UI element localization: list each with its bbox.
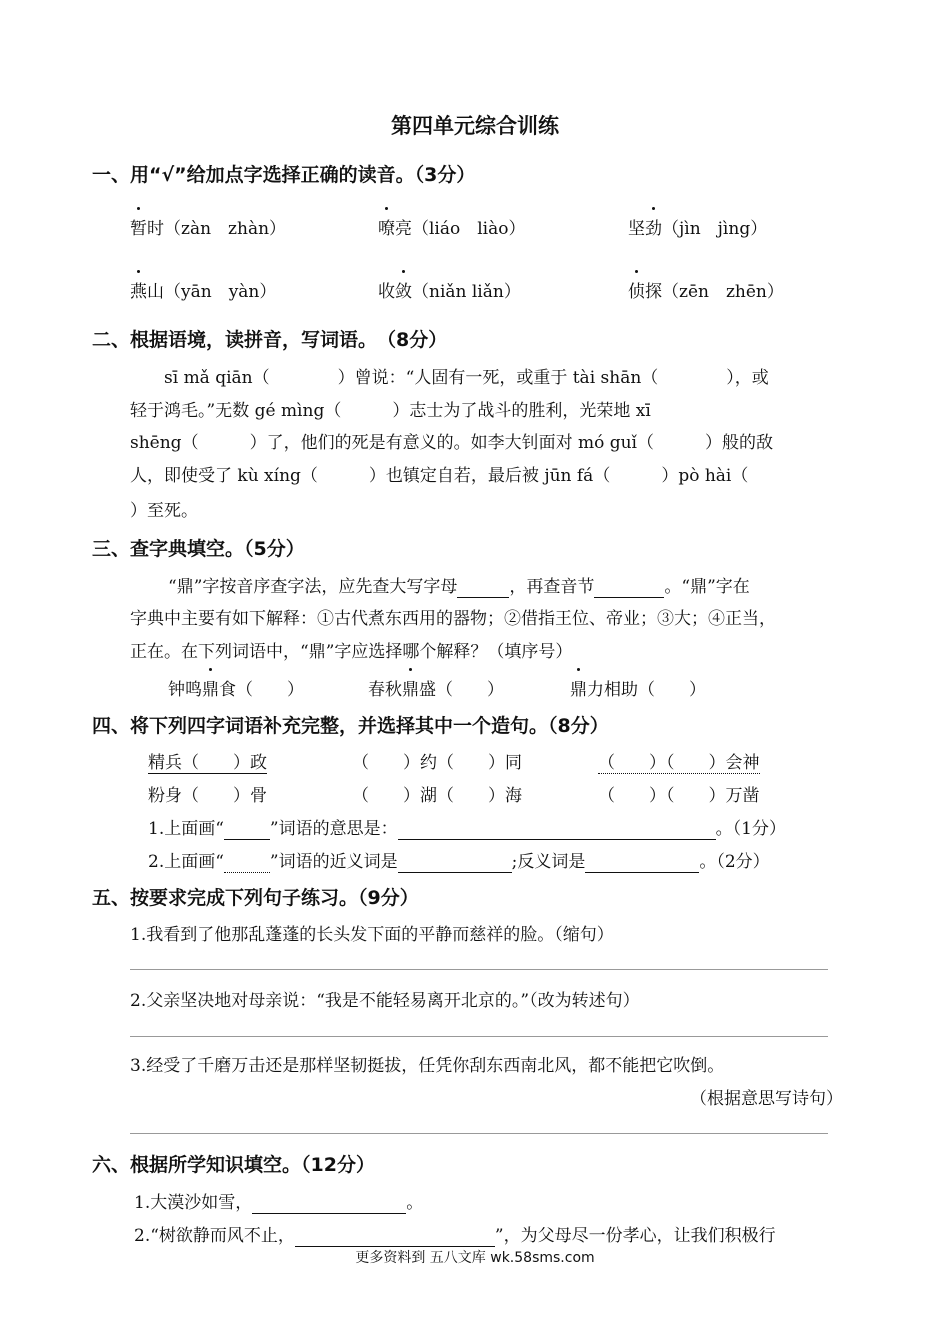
section-5-heading: 五、按要求完成下列句子练习。（9分） xyxy=(92,887,419,909)
s3-line-3: 正在。在下列词语中，“鼎”字应选择哪个解释？（填序号） xyxy=(130,642,573,662)
s3-word-1: 钟鸣鼎食（ ） xyxy=(168,675,304,700)
s1-item-6: 侦探（zēn zhēn） xyxy=(628,277,784,302)
blank-poem-2[interactable] xyxy=(295,1226,495,1247)
s4-word-4: 粉身（ ）骨 xyxy=(148,786,267,806)
blank-letter[interactable] xyxy=(457,577,509,598)
s4-word-3: （ ）（ ）会神 xyxy=(598,748,760,774)
s3-line-2: 字典中主要有如下解释：①古代煮东西用的器物；②借指王位、帝业；③大；④正当， xyxy=(130,609,776,629)
s4-question-1: 1.上面画“ ”词语的意思是： 。（1分） xyxy=(148,819,786,839)
s5-question-2: 2.父亲坚决地对母亲说：“我是不能轻易离开北京的。”（改为转述句） xyxy=(130,991,640,1011)
s1-item-2: 嘹亮（liáo liào） xyxy=(378,214,526,239)
s4-word-2: （ ）约（ ）同 xyxy=(352,753,522,773)
section-1-heading: 一、用“√”给加点字选择正确的读音。（3分） xyxy=(92,164,476,186)
s2-line-3: shēng（ ）了，他们的死是有意义的。如李大钊面对 mó guǐ（ ）般的敌 xyxy=(130,433,773,453)
footer-source: 更多资料到 五八文库 wk.58sms.com xyxy=(355,1250,595,1266)
section-3-heading: 三、查字典填空。（5分） xyxy=(92,538,305,560)
s2-line-4: 人，即使受了 kù xíng（ ）也镇定自若，最后被 jūn fá（ ）pò hài（ xyxy=(130,466,749,486)
blank-meaning[interactable] xyxy=(398,819,716,840)
s3-word-2: 春秋鼎盛（ ） xyxy=(368,675,504,700)
s2-line-1: sī mǎ qiān（ ）曾说：“人固有一死，或重于 tài shān（ ），或 xyxy=(164,368,769,388)
s4-question-2: 2.上面画“ ”词语的近义词是 ;反义词是 。（2分） xyxy=(148,852,770,872)
s4-word-5: （ ）湖（ ）海 xyxy=(352,786,522,806)
s1-item-5: 收敛（niǎn liǎn） xyxy=(378,277,521,302)
answer-line-2[interactable] xyxy=(130,1036,828,1037)
s4-word-6: （ ）（ ）万凿 xyxy=(598,786,760,806)
answer-line-1[interactable] xyxy=(130,969,828,970)
section-2-heading: 二、根据语境，读拼音，写词语。 （8分） xyxy=(92,329,448,351)
s1-item-3: 坚劲（jìn jìng） xyxy=(628,214,767,239)
page-title: 第四单元综合训练 xyxy=(391,114,559,138)
blank-synonym[interactable] xyxy=(398,852,512,873)
s3-word-3: 鼎力相助（ ） xyxy=(570,675,706,700)
s5-question-3: 3.经受了千磨万击还是那样坚韧挺拔，任凭你刮东西南北风，都不能把它吹倒。 xyxy=(130,1056,725,1076)
s2-line-5: ）至死。 xyxy=(130,501,198,521)
section-6-heading: 六、根据所学知识填空。（12分） xyxy=(92,1154,375,1176)
s6-question-2: 2.“树欲静而风不止， ”，为父母尽一份孝心，让我们积极行 xyxy=(134,1226,776,1246)
s1-item-4: 燕山（yān yàn） xyxy=(130,277,276,302)
blank-poem-1[interactable] xyxy=(252,1193,406,1214)
s6-question-1: 1.大漠沙如雪， 。 xyxy=(134,1193,424,1213)
blank-antonym[interactable] xyxy=(585,852,699,873)
s2-line-2: 轻于鸿毛。”无数 gé mìng（ ）志士为了战斗的胜利，光荣地 xī xyxy=(130,401,651,421)
section-4-heading: 四、将下列四字词语补充完整，并选择其中一个造句。（8分） xyxy=(92,715,609,737)
blank-syllable[interactable] xyxy=(594,577,664,598)
s4-word-1: 精兵（ ）政 xyxy=(148,748,267,774)
answer-line-3[interactable] xyxy=(130,1133,828,1134)
s5-question-1: 1.我看到了他那乱蓬蓬的长头发下面的平静而慈祥的脸。（缩句） xyxy=(130,925,614,945)
s1-item-1: 暂时（zàn zhàn） xyxy=(130,214,286,239)
s5-question-3-note: （根据意思写诗句） xyxy=(690,1089,843,1109)
s3-line-1: “鼎”字按音序查字法，应先查大写字母 ，再查音节 。“鼎”字在 xyxy=(168,577,750,597)
